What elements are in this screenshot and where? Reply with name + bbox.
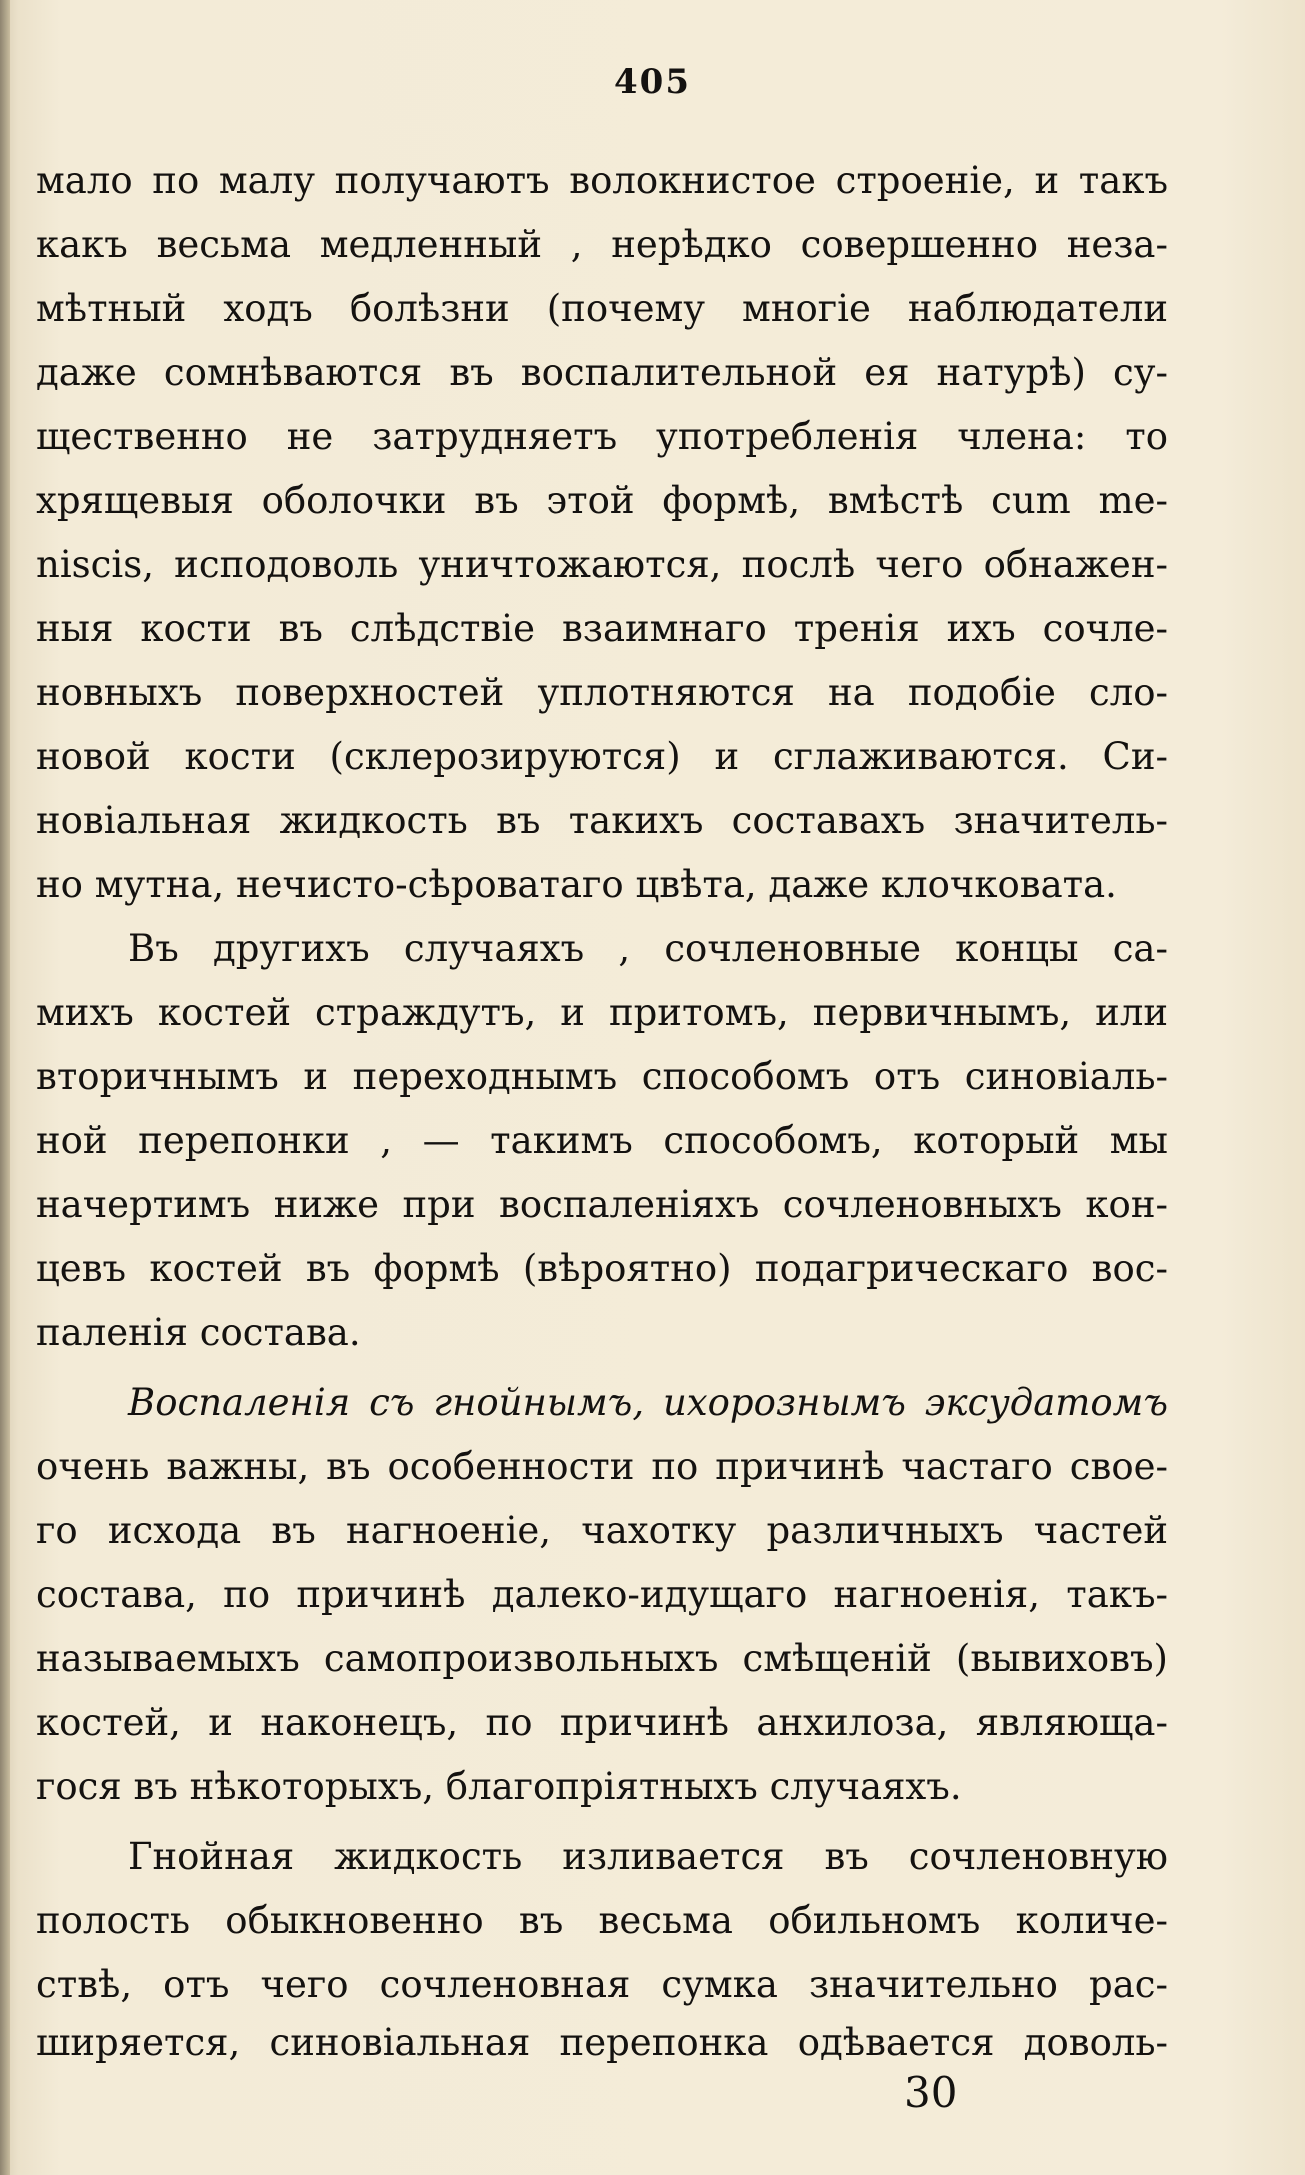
text-line: называемыхъ самопроизвольныхъ смѣщеній (вывиховъ) — [36, 1637, 1168, 1680]
text-line: михъ костей страждутъ, и притомъ, первичнымъ, или — [36, 991, 1168, 1034]
text-line: гося въ нѣкоторыхъ, благопріятныхъ случаяхъ. — [36, 1765, 962, 1808]
text-line: ширяется, синовіальная перепонка одѣвается доволь- — [36, 2021, 1168, 2064]
text-line: новой кости (склерозируются) и сглаживаются. Си- — [36, 735, 1168, 778]
text-line: щественно не затрудняетъ употребленія члена: то — [36, 415, 1168, 458]
text-line: костей, и наконецъ, по причинѣ анхилоза, являюща- — [36, 1701, 1168, 1744]
text-line: го исхода въ нагноеніе, чахотку различныхъ частей — [36, 1509, 1168, 1552]
text-line: niscis, исподоволь уничтожаются, послѣ чего обнажен- — [36, 543, 1168, 586]
text-line: новіальная жидкость въ такихъ составахъ значитель- — [36, 799, 1168, 842]
text-line: новныхъ поверхностей уплотняются на подобіе сло- — [36, 671, 1168, 714]
text-line: даже сомнѣваются въ воспалительной ея натурѣ) су- — [36, 351, 1168, 394]
text-line: хрящевыя оболочки въ этой формѣ, вмѣстѣ cum me- — [36, 479, 1168, 522]
text-line: мало по малу получаютъ волокнистое строеніе, и такъ — [36, 159, 1168, 202]
text-line: ствѣ, отъ чего сочленовная сумка значительно рас- — [36, 1963, 1168, 2006]
text-line: ной перепонки , — такимъ способомъ, который мы — [36, 1119, 1168, 1162]
text-line: очень важны, въ особенности по причинѣ частаго свое- — [36, 1445, 1168, 1488]
text-line: ныя кости въ слѣдствіе взаимнаго тренія ихъ сочле- — [36, 607, 1168, 650]
page-spine-shadow — [0, 0, 10, 2175]
paragraph-start-line: Въ другихъ случаяхъ , сочленовные концы са- — [128, 927, 1168, 970]
text-line: вторичнымъ и переходнымъ способомъ отъ синовіаль- — [36, 1055, 1168, 1098]
text-line: паленія состава. — [36, 1311, 361, 1354]
text-line: какъ весьма медленный , нерѣдко совершенно неза- — [36, 223, 1168, 266]
text-line: состава, по причинѣ далеко-идущаго нагноенія, такъ- — [36, 1573, 1168, 1616]
text-line: но мутна, нечисто-сѣроватаго цвѣта, даже клочковата. — [36, 863, 1117, 906]
page-number: 405 — [614, 62, 691, 102]
signature-mark: 30 — [904, 2068, 958, 2117]
text-line: цевъ костей въ формѣ (вѣроятно) подагрическаго вос- — [36, 1247, 1168, 1290]
text-line: мѣтный ходъ болѣзни (почему многіе наблюдатели — [36, 287, 1168, 330]
paragraph-start-line: Гнойная жидкость изливается въ сочленовную — [128, 1835, 1168, 1878]
italic-heading-line: Воспаленія съ гнойнымъ, ихорознымъ эксудатомъ — [128, 1381, 1168, 1424]
text-line: начертимъ ниже при воспаленіяхъ сочленовныхъ кон- — [36, 1183, 1168, 1226]
text-line: полость обыкновенно въ весьма обильномъ количе- — [36, 1899, 1168, 1942]
